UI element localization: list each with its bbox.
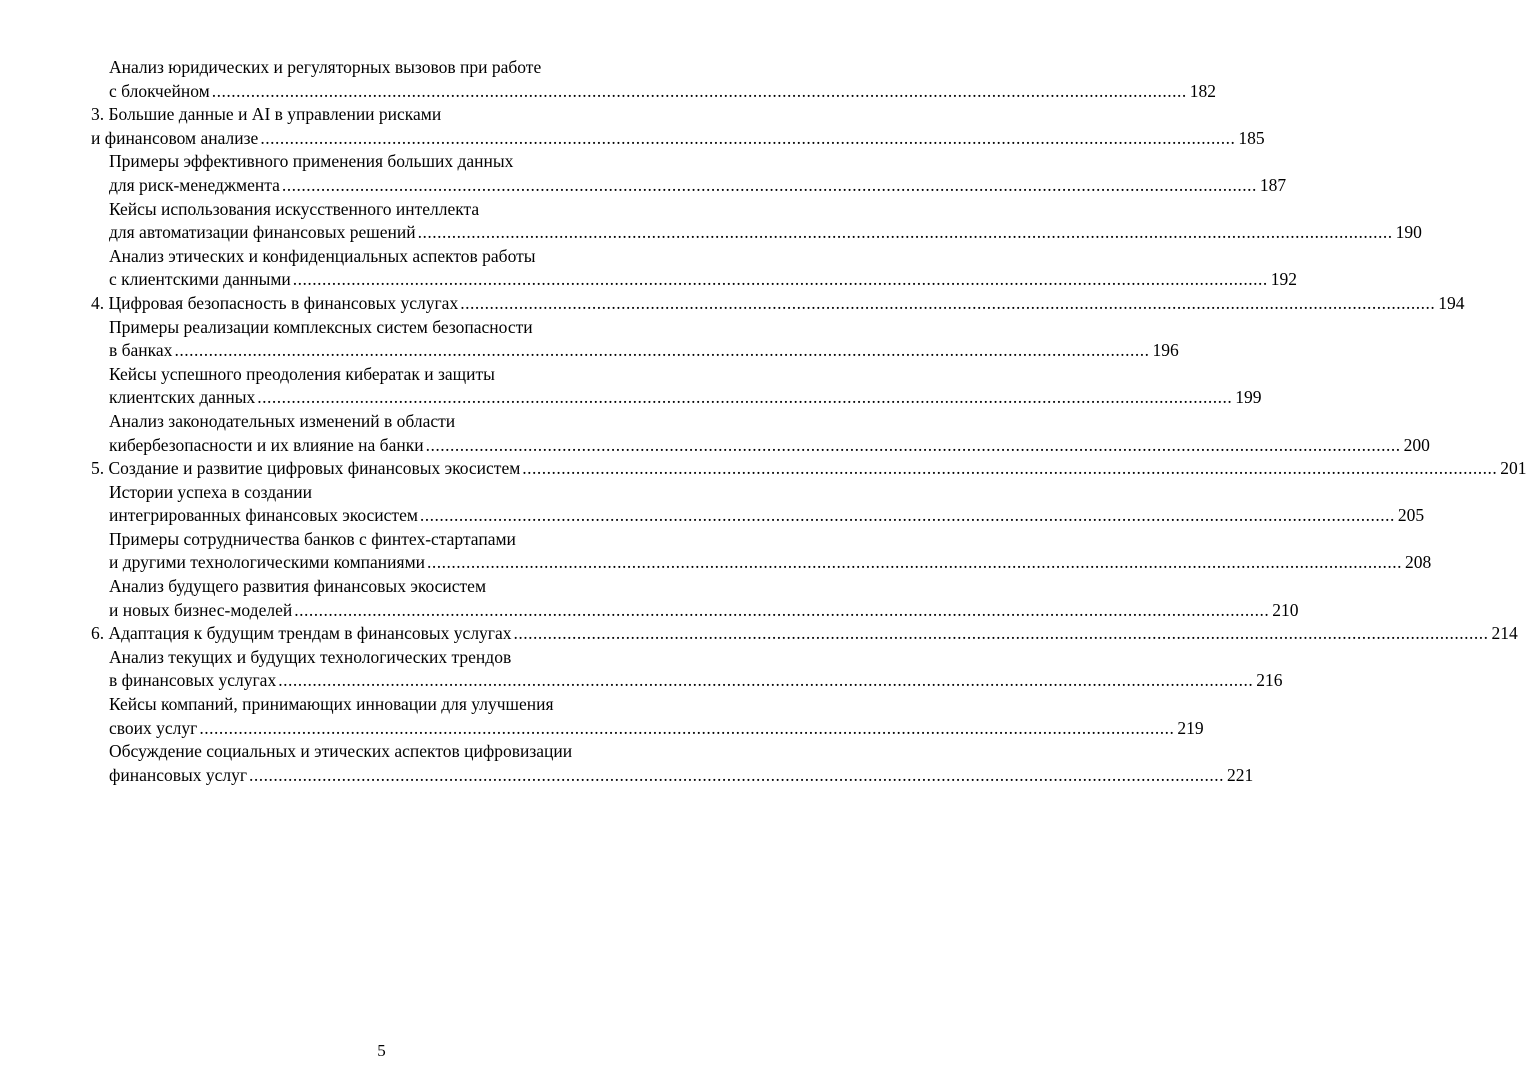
toc-entry-text: своих услуг: [109, 717, 198, 738]
toc-entry-text: для риск-менеджмента: [109, 174, 280, 195]
toc-entry-text: клиентских данных: [109, 387, 256, 408]
toc-page-number: 194: [1438, 292, 1465, 313]
toc-entry-text: финансовых услуг: [109, 764, 248, 785]
toc-entry[interactable]: [91, 740, 1254, 787]
toc-entry-text: с клиентскими данными: [109, 269, 291, 290]
dot-leader: ........................................................................................................................................................................................................: [211, 80, 1187, 101]
toc-page-number: 192: [1270, 269, 1298, 290]
table-of-contents: [91, 56, 1527, 787]
toc-page-number: 201: [1500, 458, 1527, 479]
toc-entry-text: Кейсы успешного преодоления кибератак и защиты: [109, 363, 495, 384]
dot-leader: ........................................................................................................................................................................................................: [417, 222, 1393, 243]
toc-entry[interactable]: [91, 457, 1527, 481]
toc-entry-text: Анализ текущих и будущих технологических трендов: [109, 646, 512, 667]
toc-entry-text: 5. Создание и развитие цифровых финансовых экосистем: [91, 458, 521, 479]
toc-entry[interactable]: [91, 363, 1262, 410]
toc-entry-text: Примеры реализации комплексных систем безопасности: [109, 316, 533, 337]
toc-entry[interactable]: [91, 292, 1465, 316]
dot-leader: ........................................................................................................................................................................................................: [294, 599, 1270, 620]
dot-leader: ........................................................................................................................................................................................................: [460, 292, 1436, 313]
dot-leader: ........................................................................................................................................................................................................: [513, 623, 1489, 644]
toc-page-number: 185: [1238, 127, 1265, 148]
toc-entry[interactable]: [91, 56, 1216, 103]
toc-page-number: 210: [1272, 599, 1299, 620]
toc-entry-text: в финансовых услугах: [109, 670, 277, 691]
toc-page-number: 219: [1177, 717, 1204, 738]
toc-entry[interactable]: [91, 198, 1422, 245]
toc-entry-text: Анализ законодательных изменений в области: [109, 410, 456, 431]
toc-entry-text: и новых бизнес-моделей: [109, 599, 293, 620]
toc-page-number: 216: [1256, 670, 1283, 691]
toc-entry[interactable]: [91, 150, 1287, 197]
toc-entry-text: Анализ будущего развития финансовых экосистем: [109, 576, 487, 597]
dot-leader: ........................................................................................................................................................................................................: [174, 340, 1150, 361]
toc-entry-text: с блокчейном: [109, 80, 210, 101]
dot-leader: ........................................................................................................................................................................................................: [278, 670, 1254, 691]
toc-entry[interactable]: [91, 622, 1518, 646]
toc-entry-text: в банках: [109, 340, 173, 361]
toc-page-number: 199: [1235, 387, 1262, 408]
toc-entry[interactable]: [91, 410, 1430, 457]
dot-leader: ........................................................................................................................................................................................................: [425, 434, 1401, 455]
dot-leader: ........................................................................................................................................................................................................: [281, 174, 1257, 195]
dot-leader: ........................................................................................................................................................................................................: [260, 127, 1236, 148]
toc-entry-text: кибербезопасности и их влияние на банки: [109, 434, 424, 455]
toc-entry[interactable]: [91, 245, 1298, 292]
toc-entry[interactable]: [91, 316, 1179, 363]
dot-leader: ........................................................................................................................................................................................................: [249, 764, 1225, 785]
toc-page-number: 196: [1152, 340, 1179, 361]
toc-entry-text: Кейсы использования искусственного интеллекта: [109, 198, 480, 219]
toc-page-number: 214: [1491, 623, 1518, 644]
toc-page-number: 200: [1403, 434, 1430, 455]
toc-page-number: 221: [1227, 764, 1254, 785]
page-number: 5: [377, 1041, 386, 1060]
toc-entry-text: Примеры сотрудничества банков с финтех-стартапами: [109, 528, 516, 549]
toc-entry-text: Примеры эффективного применения больших данных: [109, 151, 514, 172]
toc-entry[interactable]: [91, 103, 1265, 150]
dot-leader: ........................................................................................................................................................................................................: [257, 387, 1233, 408]
toc-page-number: 205: [1397, 505, 1425, 526]
toc-entry-text: Анализ юридических и регуляторных вызовов при работе: [109, 57, 542, 77]
toc-entry-text: Анализ этических и конфиденциальных аспектов работы: [109, 245, 536, 266]
toc-entry-text: Кейсы компаний, принимающих инновации для улучшения: [109, 694, 554, 715]
dot-leader: ........................................................................................................................................................................................................: [522, 458, 1498, 479]
toc-page-number: 182: [1189, 80, 1216, 101]
toc-entry[interactable]: [91, 575, 1299, 622]
dot-leader: ........................................................................................................................................................................................................: [199, 717, 1175, 738]
dot-leader: ........................................................................................................................................................................................................: [427, 552, 1403, 573]
toc-entry-text: для автоматизации финансовых решений: [109, 222, 416, 243]
toc-entry-text: 3. Большие данные и AI в управлении рисками: [91, 104, 442, 125]
toc-entry-text: и другими технологическими компаниями: [109, 552, 426, 573]
toc-entry-text: интегрированных финансовых экосистем: [109, 505, 418, 526]
toc-entry-text: Обсуждение социальных и этических аспектов цифровизации: [109, 741, 573, 762]
toc-entry-text: Истории успеха в создании: [109, 481, 313, 502]
dot-leader: ........................................................................................................................................................................................................: [292, 269, 1268, 290]
toc-entry-text: и финансовом анализе: [91, 127, 259, 148]
toc-entry-text: 6. Адаптация к будущим трендам в финансовых услугах: [91, 623, 512, 644]
toc-entry[interactable]: [91, 481, 1425, 528]
toc-entry[interactable]: [91, 693, 1204, 740]
dot-leader: ........................................................................................................................................................................................................: [419, 505, 1395, 526]
toc-entry[interactable]: [91, 528, 1432, 575]
toc-entry-text: 4. Цифровая безопасность в финансовых услугах: [91, 292, 459, 313]
toc-page-number: 208: [1405, 552, 1432, 573]
toc-page-number: 187: [1259, 174, 1287, 195]
toc-entry[interactable]: [91, 646, 1283, 693]
toc-page-number: 190: [1395, 222, 1422, 243]
